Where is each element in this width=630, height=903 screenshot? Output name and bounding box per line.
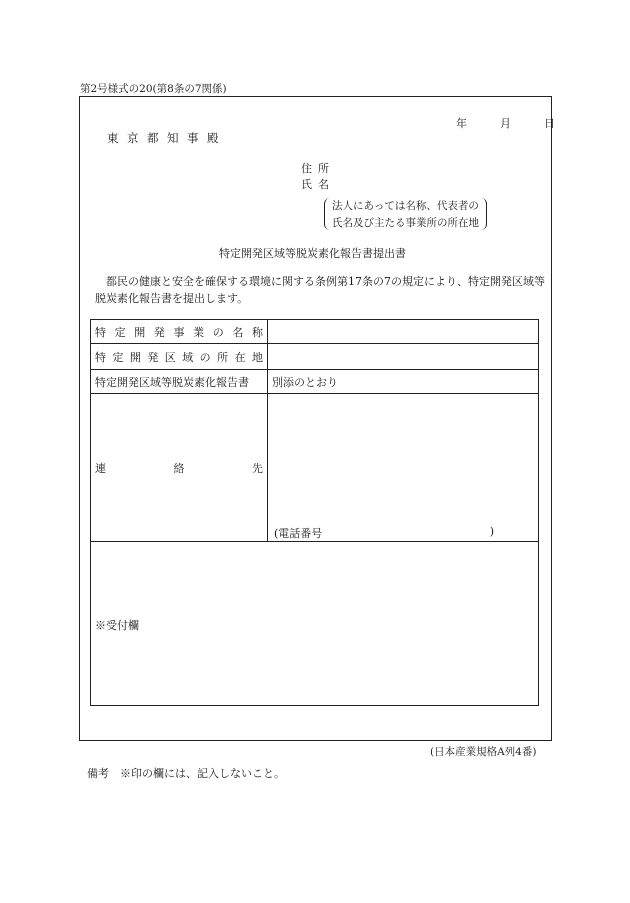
reception-label: ※受付欄 xyxy=(95,618,139,632)
label-char: 在 xyxy=(234,350,246,364)
table-row xyxy=(91,344,539,370)
label-char: 域 xyxy=(182,350,194,364)
phone-close: ) xyxy=(489,525,494,538)
name-label: 氏名 xyxy=(301,178,335,191)
label-char: 地 xyxy=(251,350,263,364)
label-char: 名 xyxy=(232,325,244,339)
month-label: 月 xyxy=(500,117,511,130)
spread-label xyxy=(95,324,263,340)
addressee: 東京都知事殿 xyxy=(107,131,227,145)
label-char: 絡 xyxy=(173,461,185,475)
bracket-left xyxy=(324,198,331,230)
date-line xyxy=(456,115,555,131)
label-char: 特 xyxy=(95,350,106,364)
contact-field[interactable] xyxy=(268,394,539,542)
label-char: 称 xyxy=(252,325,263,339)
label-char: 定 xyxy=(112,350,124,364)
label-char: 所 xyxy=(217,350,229,364)
note-line-1: 法人にあっては名称、代表者の xyxy=(332,200,479,212)
location-field[interactable] xyxy=(268,344,539,370)
label-char: の xyxy=(212,325,224,339)
reception-area xyxy=(91,542,539,706)
label-char: 発 xyxy=(153,325,165,339)
label-char: 定 xyxy=(114,325,126,339)
phone-number xyxy=(274,525,494,541)
form-number: 第2号様式の20(第8条の7関係) xyxy=(80,83,227,95)
remarks xyxy=(87,765,285,781)
label-char: 連 xyxy=(95,461,106,475)
report-field[interactable]: 別添のとおり xyxy=(268,370,539,394)
label-char: 業 xyxy=(193,325,205,339)
form-table xyxy=(90,319,539,706)
bracket-right xyxy=(480,198,487,230)
address-label: 住所 xyxy=(301,162,335,175)
label-char: 先 xyxy=(252,461,263,475)
year-label: 年 xyxy=(456,117,467,130)
remarks-text: ※印の欄には、記入しないこと。 xyxy=(120,767,285,780)
document-title: 特定開発区域等脱炭素化報告書提出書 xyxy=(219,247,406,260)
label-char: 発 xyxy=(147,350,159,364)
label-char: 開 xyxy=(134,325,146,339)
remarks-label: 備考 xyxy=(87,767,109,780)
table-row xyxy=(91,394,539,542)
table-row xyxy=(91,320,539,344)
row-label: 特定開発区域等脱炭素化報告書 xyxy=(91,370,268,394)
label-char: 特 xyxy=(95,325,106,339)
table-row xyxy=(91,542,539,706)
table-row xyxy=(91,370,539,394)
project-name-field[interactable] xyxy=(268,320,539,344)
phone-open: (電話番号 xyxy=(274,527,323,540)
row-label xyxy=(91,344,268,370)
note-line-2: 氏名及び主たる事業所の所在地 xyxy=(332,217,479,229)
day-label: 日 xyxy=(544,117,555,130)
corporate-note xyxy=(330,198,481,232)
label-char: の xyxy=(199,350,211,364)
row-label xyxy=(91,320,268,344)
label-char: 区 xyxy=(164,350,176,364)
body-text: 都民の健康と安全を確保する環境に関する条例第17条の7の規定により、特定開発区域等脱炭素化報告書を提出します。 xyxy=(95,275,545,305)
paper-standard: (日本産業規格A列4番) xyxy=(430,746,537,758)
label-char: 開 xyxy=(129,350,141,364)
row-label xyxy=(91,394,268,542)
label-char: 事 xyxy=(173,325,185,339)
spread-label xyxy=(95,460,263,476)
spread-label xyxy=(95,349,263,365)
